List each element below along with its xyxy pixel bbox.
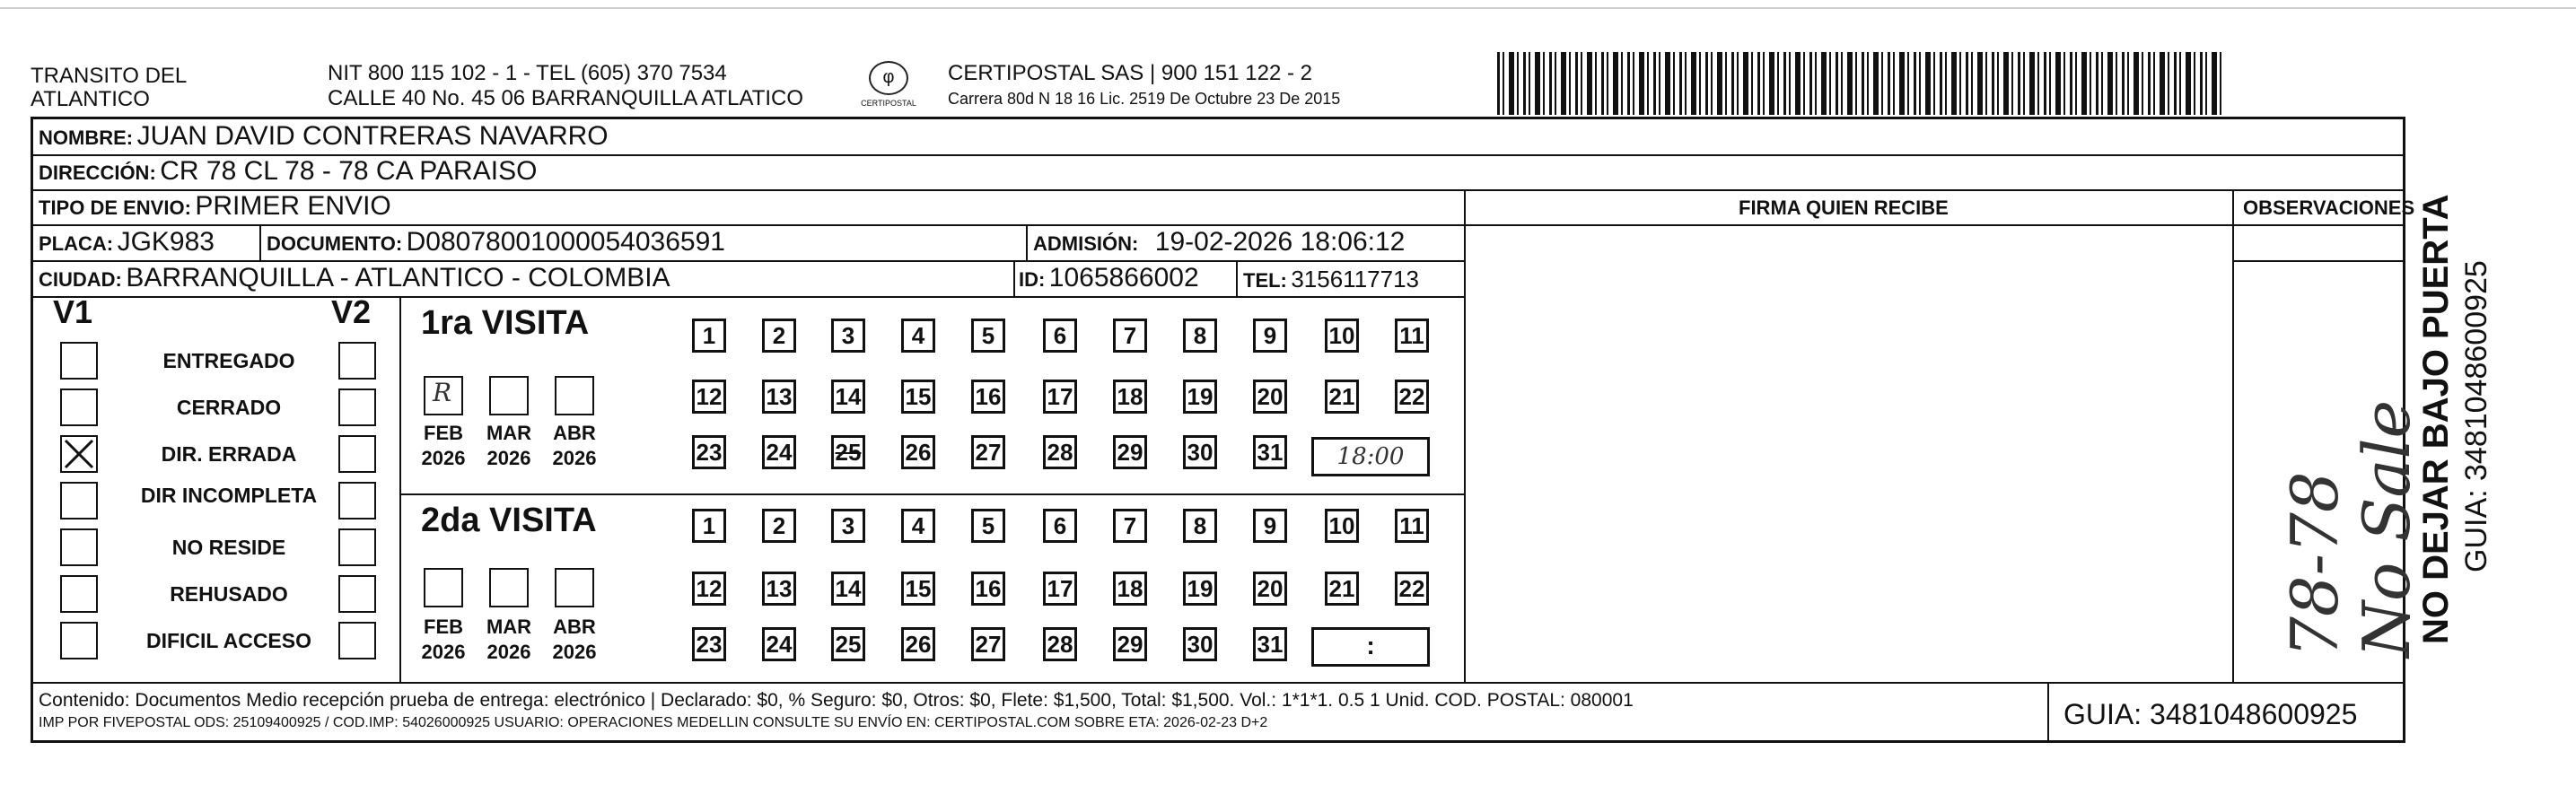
v2-checkbox-dir-errada[interactable]: [338, 435, 376, 473]
day-box-v1[interactable]: 31: [1253, 435, 1287, 469]
day-box-v2[interactable]: 23: [692, 627, 726, 661]
plate: JGK983: [117, 227, 215, 257]
divider: [399, 296, 401, 682]
recipient-id: 1065866002: [1048, 263, 1199, 292]
day-box-v2[interactable]: 27: [971, 627, 1005, 661]
month-label-mar-v1: MAR 2026: [486, 422, 532, 469]
day-box-v2[interactable]: 20: [1253, 572, 1287, 606]
divider: [33, 296, 1464, 298]
day-box-v1[interactable]: 15: [901, 380, 935, 414]
divider: [1464, 189, 1466, 682]
v1-checkbox-no-reside[interactable]: [60, 528, 98, 566]
v1-checkbox-dir-errada[interactable]: [60, 435, 98, 473]
month-label-feb-v2: FEB 2026: [421, 616, 466, 663]
ship-type-row: [39, 191, 391, 222]
side-guide: GUIA: 3481048600925: [2459, 260, 2493, 572]
ship-type-label: TIPO DE ENVIO:: [39, 196, 191, 219]
day-box-v2[interactable]: 19: [1183, 572, 1217, 606]
day-box-v1[interactable]: 24: [762, 435, 796, 469]
ship-type: PRIMER ENVIO: [195, 191, 391, 221]
obs-handwriting-2: No Sale: [2349, 399, 2424, 658]
day-box-v2[interactable]: 25: [831, 627, 865, 661]
divider: [1013, 260, 1015, 296]
v2-checkbox-cerrado[interactable]: [338, 389, 376, 426]
month-box-feb-v1[interactable]: [424, 376, 463, 415]
month-label-abr-v2: ABR 2026: [552, 616, 597, 663]
day-box-v1[interactable]: 18: [1113, 380, 1147, 414]
recipient-tel: 3156117713: [1291, 266, 1420, 292]
day-box-v1[interactable]: 21: [1325, 380, 1359, 414]
day-box-v2[interactable]: 29: [1113, 627, 1147, 661]
address-line: CALLE 40 No. 45 06 BARRANQUILLA ATLATICO: [328, 86, 804, 110]
day-box-v2[interactable]: 1: [692, 509, 726, 543]
divider: [1026, 224, 1028, 260]
document-label: DOCUMENTO:: [267, 232, 403, 255]
content-line: Contenido: Documentos Medio recepción prueba de entrega: electrónico | Declarado: $0, % Seguro: $0, Otros: $0, Flete: $1,500, Total: $1,500. Vol.: 1*1*1. 0.5 1 Unid. COD. POSTAL: 080001: [39, 690, 1634, 711]
city-label: CIUDAD:: [39, 268, 122, 291]
signature-header: FIRMA QUIEN RECIBE: [1739, 196, 1949, 219]
v2-checkbox-rehusado[interactable]: [338, 575, 376, 613]
time-box-v2[interactable]: :: [1311, 627, 1430, 667]
day-box-v2[interactable]: 12: [692, 572, 726, 606]
option-entregado: ENTREGADO: [162, 349, 295, 372]
delivery-form: [31, 117, 2424, 743]
divider: [33, 260, 1464, 262]
plate-cell: [39, 227, 215, 258]
day-box-v2[interactable]: 31: [1253, 627, 1287, 661]
day-box-v1[interactable]: 13: [762, 380, 796, 414]
day-box-v2[interactable]: 28: [1043, 627, 1077, 661]
nit-line: NIT 800 115 102 - 1 - TEL (605) 370 7534: [328, 61, 727, 85]
address-row: [39, 156, 537, 187]
day-box-v2[interactable]: 11: [1395, 509, 1429, 543]
no-dejar-warning: NO DEJAR BAJO PUERTA: [2416, 194, 2456, 644]
id-cell: [1019, 263, 1199, 293]
v2-checkbox-dificil-acceso[interactable]: [338, 622, 376, 659]
document-number: D08078001000054036591: [406, 227, 725, 257]
divider: [1236, 260, 1238, 296]
day-box-v1[interactable]: 16: [971, 380, 1005, 414]
first-visit-title: 1ra VISITA: [421, 304, 590, 342]
footer-guide: GUIA: 3481048600925: [2063, 698, 2358, 730]
tel-cell: [1243, 266, 1419, 293]
day-box-v1[interactable]: 14: [831, 380, 865, 414]
month-box-feb-v2[interactable]: [424, 568, 463, 607]
recipient-address: CR 78 CL 78 - 78 CA PARAISO: [160, 156, 538, 186]
x-mark-icon: [62, 437, 96, 471]
recipient-name: JUAN DAVID CONTRERAS NAVARRO: [136, 121, 609, 151]
day-box-v2[interactable]: 18: [1113, 572, 1147, 606]
logo-icon: φ: [869, 61, 908, 95]
month-label-feb-v1: FEB 2026: [421, 422, 466, 469]
day-box-v1[interactable]: 23: [692, 435, 726, 469]
divider: [399, 493, 1464, 495]
name-row: [39, 121, 609, 152]
company-line: CERTIPOSTAL SAS | 900 151 122 - 2: [948, 61, 1312, 85]
divider: [2232, 260, 2403, 262]
day-box-v1[interactable]: 10: [1325, 319, 1359, 353]
day-box-v2[interactable]: 2: [762, 509, 796, 543]
option-dir-incompleta: DIR INCOMPLETA: [140, 484, 318, 507]
admission-date: 19-02-2026 18:06:12: [1154, 227, 1406, 257]
day-box-v2[interactable]: 15: [901, 572, 935, 606]
option-cerrado: CERRADO: [176, 396, 282, 419]
sender-contact: [328, 61, 803, 111]
option-dir-errada: DIR. ERRADA: [161, 442, 297, 466]
v1-checkbox-rehusado[interactable]: [60, 575, 98, 613]
divider: [259, 224, 261, 260]
day-box-v1[interactable]: 2: [762, 319, 796, 353]
admission-label: ADMISIÓN:: [1033, 232, 1139, 255]
day-box-v1[interactable]: 9: [1253, 319, 1287, 353]
month-box-abr-v1[interactable]: [555, 376, 594, 415]
day-box-v1[interactable]: 25: [831, 435, 865, 469]
address-label: DIRECCIÓN:: [39, 162, 156, 184]
day-box-v2[interactable]: 7: [1113, 509, 1147, 543]
courier-block: [948, 61, 1340, 111]
barcode: [1497, 52, 2224, 115]
day-box-v2[interactable]: 3: [831, 509, 865, 543]
day-box-v1[interactable]: 6: [1043, 319, 1077, 353]
option-rehusado: REHUSADO: [170, 582, 288, 606]
month-box-mar-v1[interactable]: [489, 376, 529, 415]
day-box-v1[interactable]: 28: [1043, 435, 1077, 469]
plate-label: PLACA:: [39, 232, 114, 255]
day-box-v2[interactable]: 6: [1043, 509, 1077, 543]
imp-line: IMP POR FIVEPOSTAL ODS: 25109400925 / COD.IMP: 54026000925 USUARIO: OPERACIONES MEDELLIN CONSULTE SU ENVÍO EN: CERTIPOSTAL.COM SOBRE ETA: 2026-02-23 D+2: [39, 715, 1268, 730]
day-box-v1[interactable]: 20: [1253, 380, 1287, 414]
month-label-mar-v2: MAR 2026: [486, 616, 532, 663]
logo-text: CERTIPOSTAL: [861, 99, 916, 108]
day-box-v1[interactable]: 19: [1183, 380, 1217, 414]
v2-label: V2: [331, 293, 372, 330]
city: BARRANQUILLA - ATLANTICO - COLOMBIA: [126, 263, 670, 292]
month-box-mar-v2[interactable]: [489, 568, 529, 607]
v1-checkbox-dir-incompleta[interactable]: [60, 482, 98, 520]
day-box-v2[interactable]: 21: [1325, 572, 1359, 606]
day-box-v2[interactable]: 26: [901, 627, 935, 661]
second-visit-title: 2da VISITA: [421, 502, 597, 539]
day-box-v2[interactable]: 14: [831, 572, 865, 606]
month-mark: R: [433, 378, 452, 407]
day-box-v1[interactable]: 29: [1113, 435, 1147, 469]
v1-checkbox-cerrado[interactable]: [60, 389, 98, 426]
id-label: ID:: [1019, 268, 1046, 291]
v2-checkbox-entregado[interactable]: [338, 342, 376, 380]
day-box-v2[interactable]: 30: [1183, 627, 1217, 661]
license-line: Carrera 80d N 18 16 Lic. 2519 De Octubre 23 De 2015: [948, 90, 1341, 108]
day-box-v2[interactable]: 22: [1395, 572, 1429, 606]
v2-checkbox-dir-incompleta[interactable]: [338, 482, 376, 520]
day-box-v2[interactable]: 9: [1253, 509, 1287, 543]
day-box-v1[interactable]: 3: [831, 319, 865, 353]
v2-checkbox-no-reside[interactable]: [338, 528, 376, 566]
day-box-v2[interactable]: 24: [762, 627, 796, 661]
day-box-v2[interactable]: 10: [1325, 509, 1359, 543]
sender-line2: ATLANTICO: [31, 87, 150, 111]
day-box-v2[interactable]: 13: [762, 572, 796, 606]
month-label-abr-v1: ABR 2026: [552, 422, 597, 469]
city-cell: [39, 263, 670, 293]
option-no-reside: NO RESIDE: [171, 536, 286, 559]
v1-checkbox-entregado[interactable]: [60, 342, 98, 380]
day-box-v1[interactable]: 22: [1395, 380, 1429, 414]
certipostal-logo: [839, 61, 938, 117]
day-box-v1[interactable]: 7: [1113, 319, 1147, 353]
day-box-v1[interactable]: 17: [1043, 380, 1077, 414]
option-dificil-acceso: DIFICIL ACCESO: [145, 629, 311, 652]
time-box-v1[interactable]: [1311, 437, 1430, 476]
day-box-v2[interactable]: 17: [1043, 572, 1077, 606]
day-box-v1[interactable]: 8: [1183, 319, 1217, 353]
day-box-v1[interactable]: 26: [901, 435, 935, 469]
v1-checkbox-dificil-acceso[interactable]: [60, 622, 98, 659]
day-box-v1[interactable]: 1: [692, 319, 726, 353]
sender-line1: TRANSITO DEL: [31, 64, 188, 88]
day-box-v1[interactable]: 30: [1183, 435, 1217, 469]
divider: [2047, 682, 2049, 743]
name-label: NOMBRE:: [39, 127, 134, 149]
admission-cell: [1033, 227, 1405, 258]
month-box-abr-v2[interactable]: [555, 568, 594, 607]
v1-label: V1: [53, 293, 93, 330]
day-box-v1[interactable]: 4: [901, 319, 935, 353]
day-box-v1[interactable]: 11: [1395, 319, 1429, 353]
obs-handwriting-1: 78-78: [2277, 471, 2353, 658]
tel-label: TEL:: [1243, 269, 1287, 292]
day-box-v1[interactable]: 12: [692, 380, 726, 414]
divider: [2232, 189, 2234, 682]
day-box-v2[interactable]: 4: [901, 509, 935, 543]
day-box-v2[interactable]: 5: [971, 509, 1005, 543]
day-box-v2[interactable]: 16: [971, 572, 1005, 606]
day-box-v1[interactable]: 27: [971, 435, 1005, 469]
sender-block: [31, 65, 187, 111]
divider: [33, 224, 2403, 226]
time-v1: 18:00: [1336, 443, 1405, 470]
observations-header: OBSERVACIONES: [2243, 196, 2415, 219]
document-cell: [267, 227, 725, 258]
day-box-v2[interactable]: 8: [1183, 509, 1217, 543]
day-box-v1[interactable]: 5: [971, 319, 1005, 353]
scan-edge: [0, 7, 2576, 9]
